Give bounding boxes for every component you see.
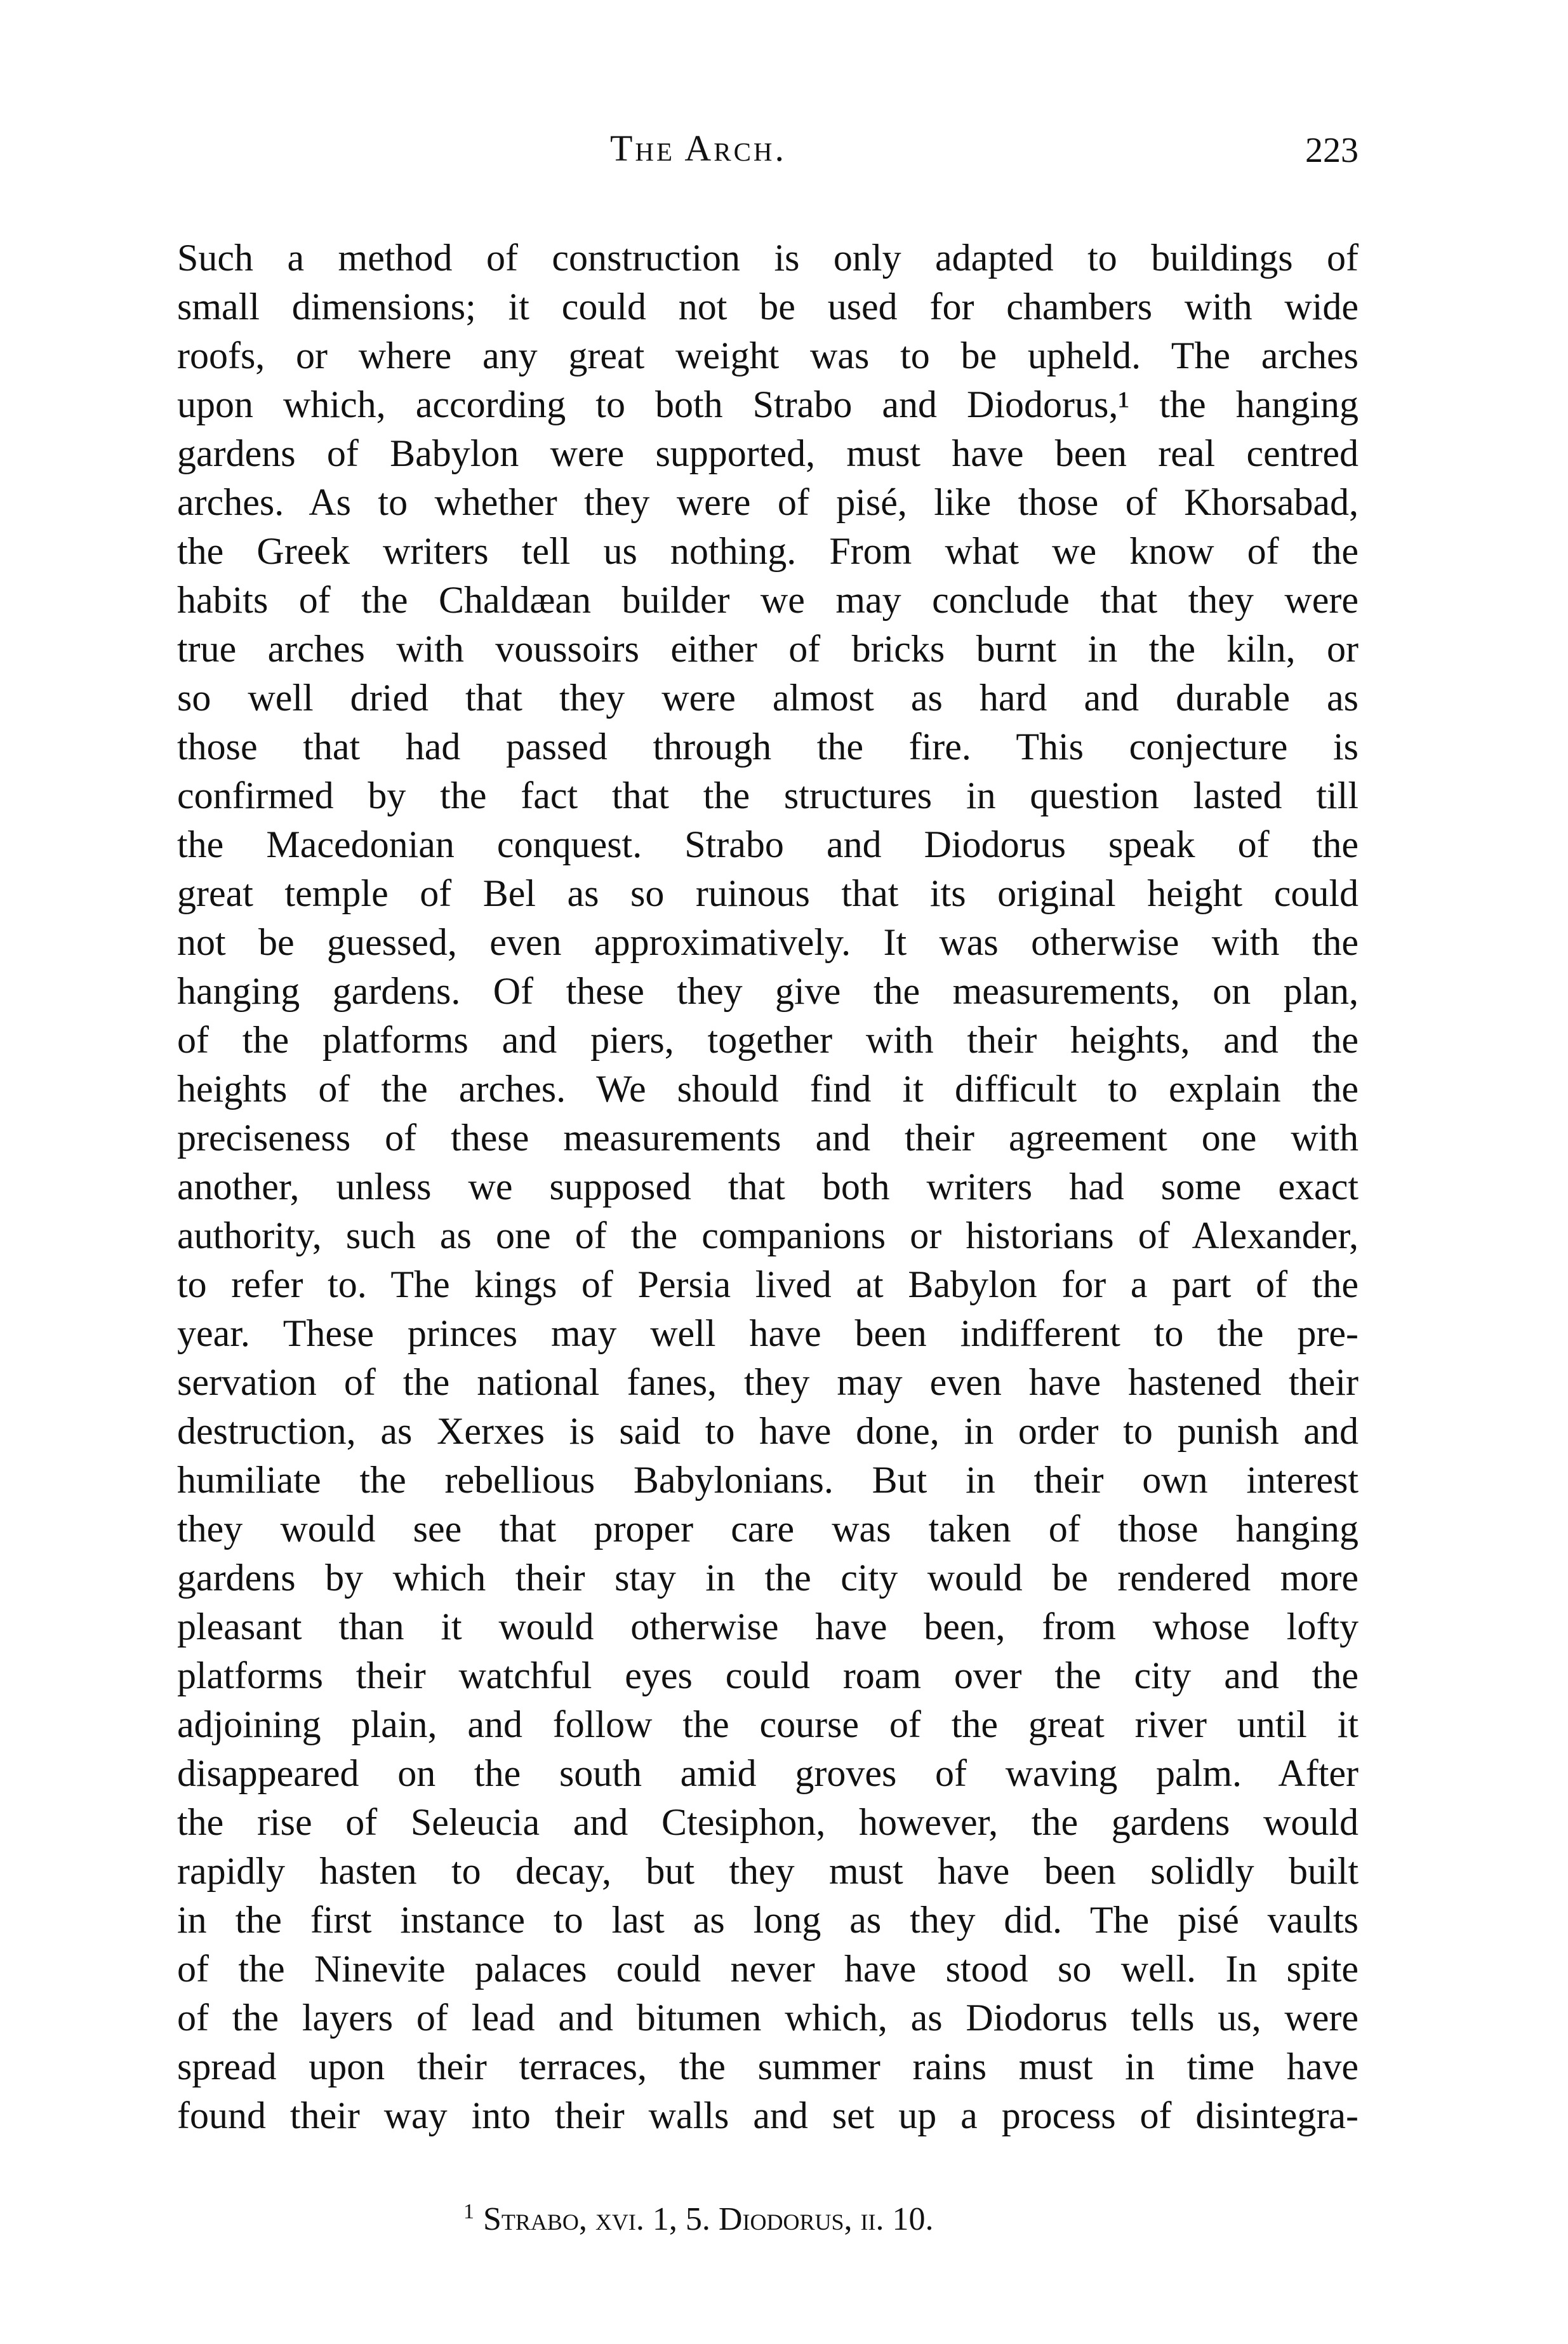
text-line: year. These princes may well have been indifferent to the pre- [177, 1312, 1359, 1354]
text-line: platforms their watchful eyes could roam over the city and the [177, 1655, 1359, 1696]
footnote-marker: 1 [463, 2200, 474, 2223]
text-line: they would see that proper care was taken of those hanging [177, 1508, 1359, 1550]
text-line: great temple of Bel as so ruinous that its original height could [177, 872, 1359, 914]
text-line: of the platforms and piers, together with their heights, and the [177, 1019, 1359, 1061]
text-line: pleasant than it would otherwise have been, from whose lofty [177, 1606, 1359, 1648]
text-line: destruction, as Xerxes is said to have done, in order to punish and [177, 1410, 1359, 1452]
text-line: those that had passed through the fire. This conjecture is [177, 726, 1359, 768]
page-number: 223 [1305, 131, 1359, 170]
text-line: rapidly hasten to decay, but they must have been solidly built [177, 1850, 1359, 1892]
text-line: habits of the Chaldæan builder we may conclude that they were [177, 579, 1359, 621]
text-line: arches. As to whether they were of pisé, like those of Khorsabad, [177, 481, 1359, 523]
text-line: gardens by which their stay in the city would be rendered more [177, 1557, 1359, 1599]
text-line: found their way into their walls and set up a process of disintegra- [177, 2094, 1359, 2136]
text-line: spread upon their terraces, the summer rains must in time have [177, 2046, 1359, 2088]
text-line: upon which, according to both Strabo and Diodorus,¹ the hanging [177, 383, 1359, 425]
text-line: adjoining plain, and follow the course of the great river until it [177, 1703, 1359, 1745]
text-line: small dimensions; it could not be used for chambers with wide [177, 286, 1359, 328]
text-line: heights of the arches. We should find it difficult to explain the [177, 1068, 1359, 1110]
text-line: roofs, or where any great weight was to be upheld. The arches [177, 335, 1359, 376]
text-line: to refer to. The kings of Persia lived at Babylon for a part of the [177, 1263, 1359, 1305]
text-line: of the layers of lead and bitumen which, as Diodorus tells us, were [177, 1997, 1359, 2039]
text-line: another, unless we supposed that both writers had some exact [177, 1166, 1359, 1208]
text-line: in the first instance to last as long as they did. The pisé vaults [177, 1899, 1359, 1941]
body-text [177, 234, 1359, 2140]
text-line: disappeared on the south amid groves of waving palm. After [177, 1752, 1359, 1794]
text-line: confirmed by the fact that the structures in question lasted till [177, 775, 1359, 816]
text-line: so well dried that they were almost as hard and durable as [177, 677, 1359, 719]
text-line: not be guessed, even approximatively. It was otherwise with the [177, 921, 1359, 963]
text-line: gardens of Babylon were supported, must have been real centred [177, 432, 1359, 474]
text-line: preciseness of these measurements and their agreement one with [177, 1117, 1359, 1159]
text-line: humiliate the rebellious Babylonians. But in their own interest [177, 1459, 1359, 1501]
text-line: servation of the national fanes, they may even have hastened their [177, 1361, 1359, 1403]
footnote-text: Strabo, xvi. 1, 5. Diodorus, ii. 10. [483, 2201, 934, 2237]
text-line: the Macedonian conquest. Strabo and Diodorus speak of the [177, 823, 1359, 865]
text-line: Such a method of construction is only adapted to buildings of [177, 237, 1359, 279]
text-line: the rise of Seleucia and Ctesiphon, however, the gardens would [177, 1801, 1359, 1843]
text-line: the Greek writers tell us nothing. From what we know of the [177, 530, 1359, 572]
footnote [463, 2200, 933, 2238]
text-line: authority, such as one of the companions or historians of Alexander, [177, 1215, 1359, 1256]
text-line: hanging gardens. Of these they give the measurements, on plan, [177, 970, 1359, 1012]
running-header: The Arch. [609, 128, 787, 169]
text-line: of the Ninevite palaces could never have stood so well. In spite [177, 1948, 1359, 1990]
text-line: true arches with voussoirs either of bricks burnt in the kiln, or [177, 628, 1359, 670]
